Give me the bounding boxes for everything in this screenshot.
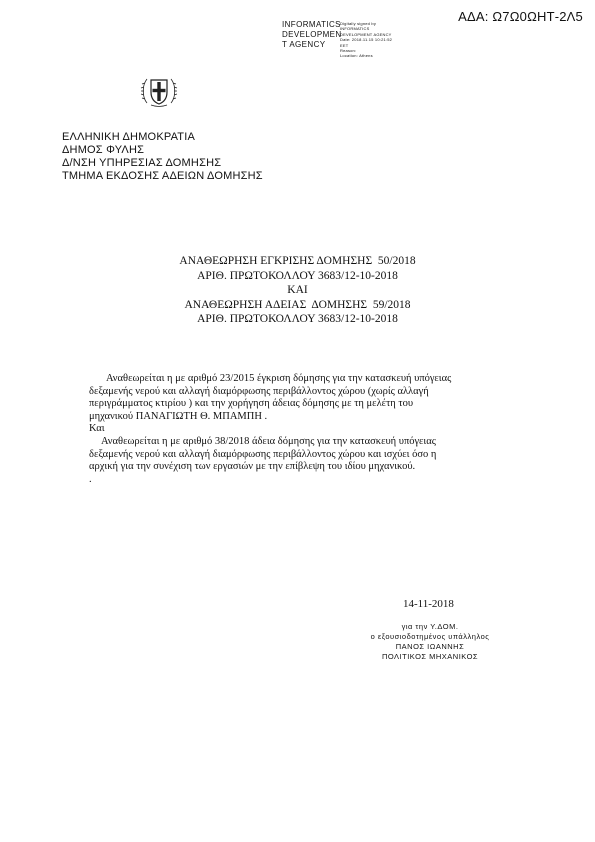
stamp-agency-line: INFORMATICS [282,20,341,29]
stamp-details [340,21,392,59]
document-title [0,254,595,327]
authority-line: ΔΗΜΟΣ ΦΥΛΗΣ [62,144,145,156]
authority-line: ΤΜΗΜΑ ΕΚΔΟΣΗΣ ΑΔΕΙΩΝ ΔΟΜΗΣΗΣ [62,170,263,182]
greek-coat-of-arms-icon [139,71,179,111]
title-line: ΑΝΑΘΕΩΡΗΣΗ ΕΓΚΡΙΣΗΣ ΔΟΜΗΣΗΣ 50/2018 [179,255,416,267]
title-line: ΑΡΙΘ. ΠΡΩΤΟΚΟΛΛΟΥ 3683/12-10-2018 [197,313,398,325]
signature-line: ο εξουσιοδοτημένος υπάλληλος [370,632,490,641]
paragraph-line: Αναθεωρείται η με αριθμό 38/2018 άδεια δόμησης για την κατασκευή υπόγειας [101,435,436,447]
signature-line: ΠΟΛΙΤΙΚΟΣ ΜΗΧΑΝΙΚΟΣ [381,652,479,661]
authority-header [62,131,263,183]
stamp-detail-line: Reason: [340,48,357,54]
title-line: ΚΑΙ [287,284,308,296]
signature-block [360,622,500,662]
signature-line: ΠΑΝΟΣ ΙΩΑΝΝΗΣ [395,642,465,651]
authority-line: Δ/ΝΣΗ ΥΠΗΡΕΣΙΑΣ ΔΟΜΗΣΗΣ [62,157,222,169]
stamp-detail-line: EET [340,42,349,48]
paragraph-line: Αναθεωρείται η με αριθμό 23/2015 έγκριση δόμησης για την κατασκευή υπόγειας [106,373,452,384]
paragraph-line: αρχική για την συνέχιση των εργασιών με την επίβλεψη του ιδίου μηχανικού. [89,461,416,473]
stamp-detail-line: Digitally signed by [340,21,377,26]
stamp-detail-line: Date: 2018.11.15 10:21:52 [340,37,393,43]
document-body [89,373,519,486]
title-line: ΑΝΑΘΕΩΡΗΣΗ ΑΔΕΙΑΣ ΔΟΜΗΣΗΣ 59/2018 [184,298,411,311]
stamp-agency-line: DEVELOPMEN [282,30,342,39]
paragraph-line: δεξαμενής νερού και αλλαγή διαμόρφωσης περιβάλλοντος χώρου (χωρίς αλλαγή [89,385,429,397]
document-date: 14-11-2018 [403,598,454,610]
stamp-agency-name [282,20,342,50]
stamp-detail-line: DEVELOPMENT AGENCY [340,31,392,37]
connector-text: Και [89,423,105,435]
stamp-detail-line: INFORMATICS [340,26,370,32]
digital-signature-stamp [282,20,412,64]
stamp-agency-line: T AGENCY [282,40,326,49]
paragraph-line: περιγράμματος κτιρίου ) και την χορήγηση άδειας δόμησης με τη μελέτη του [89,398,414,410]
paragraph-line: μηχανικού ΠΑΝΑΓΙΩΤΗ Θ. ΜΠΑΜΠΗ . [89,410,268,422]
paragraph-line: δεξαμενής νερού και αλλαγή διαμόρφωσης περιβάλλοντος χώρου και ισχύει όσο η [89,448,437,460]
ada-code: ΑΔΑ: Ω7Ω0ΩΗΤ-2Λ5 [458,9,583,24]
stamp-detail-line: Location: Athens [340,53,373,59]
title-line: ΑΡΙΘ. ΠΡΩΤΟΚΟΛΛΟΥ 3683/12-10-2018 [197,269,398,282]
authority-line: ΕΛΛΗΝΙΚΗ ΔΗΜΟΚΡΑΤΙΑ [62,131,196,143]
trailing-mark: . [89,473,92,485]
signature-line: για την Υ.ΔΟΜ. [401,622,459,631]
